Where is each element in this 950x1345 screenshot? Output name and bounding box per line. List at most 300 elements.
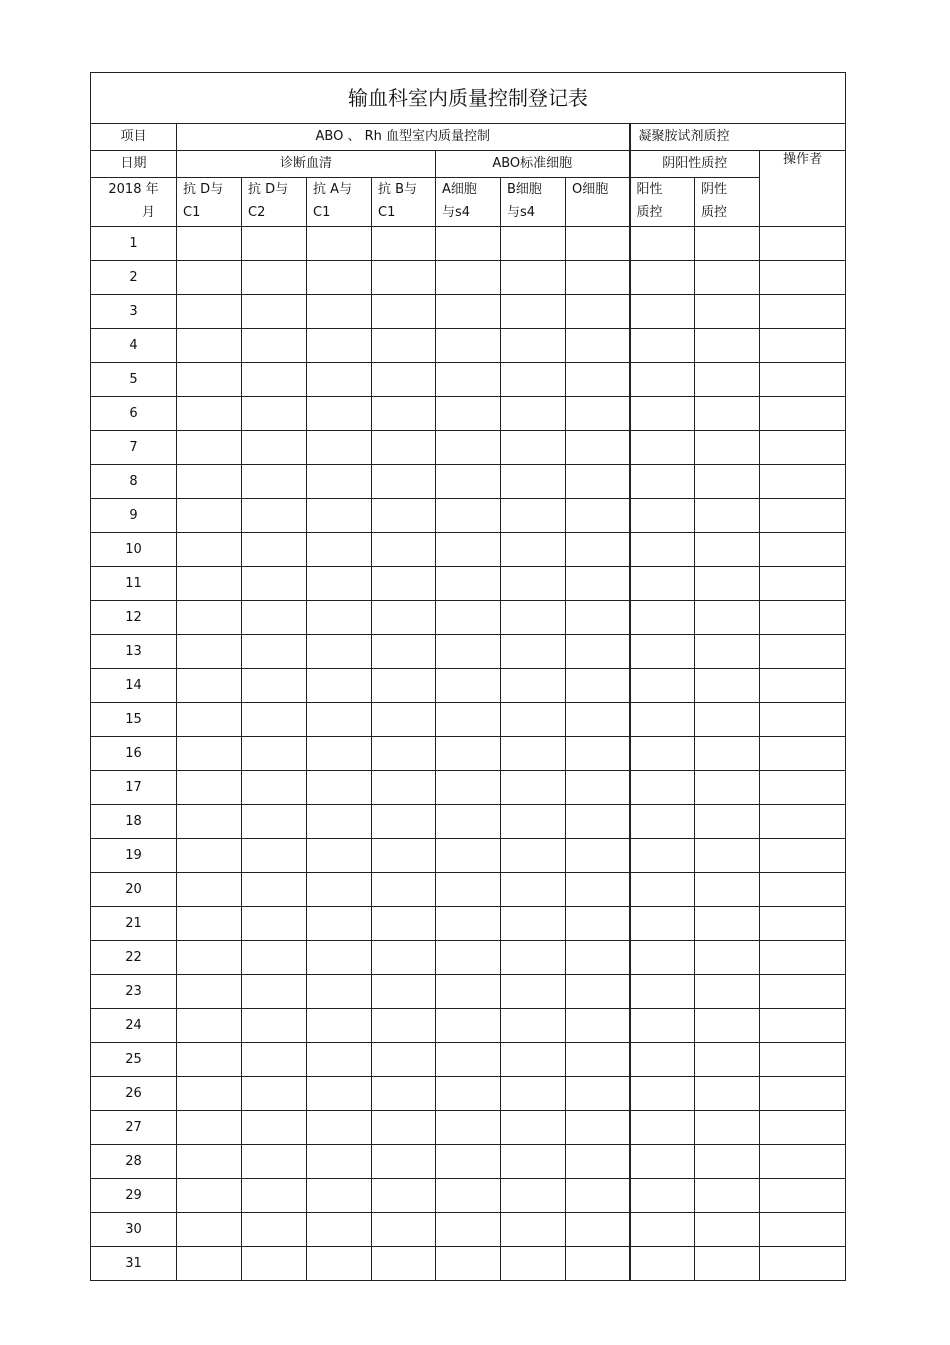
entry-cell[interactable] [501, 907, 566, 941]
entry-cell[interactable] [501, 465, 566, 499]
entry-cell[interactable] [566, 941, 630, 975]
entry-cell[interactable] [760, 261, 846, 295]
entry-cell[interactable] [372, 1111, 436, 1145]
entry-cell[interactable] [760, 941, 846, 975]
entry-cell[interactable] [566, 567, 630, 601]
entry-cell[interactable] [177, 1077, 242, 1111]
entry-cell[interactable] [760, 363, 846, 397]
entry-cell[interactable] [436, 397, 501, 431]
entry-cell[interactable] [566, 363, 630, 397]
entry-cell[interactable] [630, 1179, 695, 1213]
entry-cell[interactable] [760, 1009, 846, 1043]
entry-cell[interactable] [436, 873, 501, 907]
entry-cell[interactable] [372, 601, 436, 635]
entry-cell[interactable] [566, 839, 630, 873]
entry-cell[interactable] [566, 1145, 630, 1179]
entry-cell[interactable] [566, 295, 630, 329]
entry-cell[interactable] [695, 941, 760, 975]
entry-cell[interactable] [372, 1247, 436, 1281]
entry-cell[interactable] [501, 601, 566, 635]
entry-cell[interactable] [760, 601, 846, 635]
entry-cell[interactable] [242, 771, 307, 805]
entry-cell[interactable] [436, 533, 501, 567]
entry-cell[interactable] [307, 261, 372, 295]
entry-cell[interactable] [630, 295, 695, 329]
entry-cell[interactable] [307, 805, 372, 839]
entry-cell[interactable] [760, 703, 846, 737]
entry-cell[interactable] [436, 1111, 501, 1145]
entry-cell[interactable] [760, 737, 846, 771]
entry-cell[interactable] [242, 669, 307, 703]
entry-cell[interactable] [177, 261, 242, 295]
entry-cell[interactable] [177, 567, 242, 601]
entry-cell[interactable] [695, 227, 760, 261]
entry-cell[interactable] [307, 941, 372, 975]
entry-cell[interactable] [177, 907, 242, 941]
entry-cell[interactable] [242, 1179, 307, 1213]
entry-cell[interactable] [695, 601, 760, 635]
entry-cell[interactable] [695, 363, 760, 397]
entry-cell[interactable] [372, 907, 436, 941]
entry-cell[interactable] [436, 567, 501, 601]
entry-cell[interactable] [630, 1247, 695, 1281]
entry-cell[interactable] [760, 1247, 846, 1281]
entry-cell[interactable] [307, 601, 372, 635]
entry-cell[interactable] [242, 499, 307, 533]
entry-cell[interactable] [177, 941, 242, 975]
entry-cell[interactable] [566, 601, 630, 635]
entry-cell[interactable] [501, 227, 566, 261]
entry-cell[interactable] [177, 1145, 242, 1179]
entry-cell[interactable] [372, 839, 436, 873]
entry-cell[interactable] [630, 261, 695, 295]
entry-cell[interactable] [566, 1111, 630, 1145]
entry-cell[interactable] [372, 1043, 436, 1077]
entry-cell[interactable] [566, 533, 630, 567]
entry-cell[interactable] [177, 1179, 242, 1213]
entry-cell[interactable] [501, 499, 566, 533]
entry-cell[interactable] [566, 907, 630, 941]
entry-cell[interactable] [695, 295, 760, 329]
entry-cell[interactable] [501, 329, 566, 363]
entry-cell[interactable] [695, 703, 760, 737]
entry-cell[interactable] [760, 397, 846, 431]
entry-cell[interactable] [630, 567, 695, 601]
entry-cell[interactable] [760, 839, 846, 873]
entry-cell[interactable] [630, 907, 695, 941]
entry-cell[interactable] [695, 975, 760, 1009]
entry-cell[interactable] [307, 431, 372, 465]
entry-cell[interactable] [372, 1213, 436, 1247]
entry-cell[interactable] [436, 601, 501, 635]
entry-cell[interactable] [501, 567, 566, 601]
entry-cell[interactable] [307, 1247, 372, 1281]
entry-cell[interactable] [566, 1179, 630, 1213]
entry-cell[interactable] [695, 499, 760, 533]
entry-cell[interactable] [501, 669, 566, 703]
entry-cell[interactable] [242, 907, 307, 941]
entry-cell[interactable] [760, 329, 846, 363]
entry-cell[interactable] [177, 1043, 242, 1077]
entry-cell[interactable] [242, 635, 307, 669]
entry-cell[interactable] [436, 1009, 501, 1043]
entry-cell[interactable] [307, 907, 372, 941]
entry-cell[interactable] [436, 669, 501, 703]
entry-cell[interactable] [242, 839, 307, 873]
entry-cell[interactable] [372, 363, 436, 397]
entry-cell[interactable] [177, 975, 242, 1009]
entry-cell[interactable] [242, 567, 307, 601]
entry-cell[interactable] [177, 465, 242, 499]
entry-cell[interactable] [630, 465, 695, 499]
entry-cell[interactable] [695, 839, 760, 873]
entry-cell[interactable] [695, 1111, 760, 1145]
entry-cell[interactable] [242, 975, 307, 1009]
entry-cell[interactable] [177, 533, 242, 567]
entry-cell[interactable] [436, 1247, 501, 1281]
entry-cell[interactable] [372, 975, 436, 1009]
entry-cell[interactable] [566, 499, 630, 533]
entry-cell[interactable] [372, 873, 436, 907]
entry-cell[interactable] [630, 227, 695, 261]
entry-cell[interactable] [760, 1179, 846, 1213]
entry-cell[interactable] [695, 567, 760, 601]
entry-cell[interactable] [760, 771, 846, 805]
entry-cell[interactable] [177, 363, 242, 397]
entry-cell[interactable] [695, 261, 760, 295]
entry-cell[interactable] [372, 465, 436, 499]
entry-cell[interactable] [177, 635, 242, 669]
entry-cell[interactable] [177, 1111, 242, 1145]
entry-cell[interactable] [372, 771, 436, 805]
entry-cell[interactable] [307, 669, 372, 703]
entry-cell[interactable] [760, 465, 846, 499]
entry-cell[interactable] [630, 669, 695, 703]
entry-cell[interactable] [307, 227, 372, 261]
entry-cell[interactable] [372, 431, 436, 465]
entry-cell[interactable] [630, 1043, 695, 1077]
entry-cell[interactable] [566, 703, 630, 737]
entry-cell[interactable] [695, 1213, 760, 1247]
entry-cell[interactable] [242, 1247, 307, 1281]
entry-cell[interactable] [372, 941, 436, 975]
entry-cell[interactable] [242, 1077, 307, 1111]
entry-cell[interactable] [436, 635, 501, 669]
entry-cell[interactable] [566, 1043, 630, 1077]
entry-cell[interactable] [177, 737, 242, 771]
entry-cell[interactable] [436, 227, 501, 261]
entry-cell[interactable] [630, 873, 695, 907]
entry-cell[interactable] [760, 669, 846, 703]
entry-cell[interactable] [436, 839, 501, 873]
entry-cell[interactable] [695, 737, 760, 771]
entry-cell[interactable] [630, 1009, 695, 1043]
entry-cell[interactable] [242, 1145, 307, 1179]
entry-cell[interactable] [695, 1179, 760, 1213]
entry-cell[interactable] [630, 397, 695, 431]
entry-cell[interactable] [372, 329, 436, 363]
entry-cell[interactable] [630, 1077, 695, 1111]
entry-cell[interactable] [372, 227, 436, 261]
entry-cell[interactable] [695, 465, 760, 499]
entry-cell[interactable] [372, 295, 436, 329]
entry-cell[interactable] [630, 635, 695, 669]
entry-cell[interactable] [436, 1043, 501, 1077]
entry-cell[interactable] [372, 737, 436, 771]
entry-cell[interactable] [630, 839, 695, 873]
entry-cell[interactable] [372, 1077, 436, 1111]
entry-cell[interactable] [760, 907, 846, 941]
entry-cell[interactable] [501, 1179, 566, 1213]
entry-cell[interactable] [501, 1043, 566, 1077]
entry-cell[interactable] [372, 703, 436, 737]
entry-cell[interactable] [695, 771, 760, 805]
entry-cell[interactable] [372, 805, 436, 839]
entry-cell[interactable] [501, 703, 566, 737]
entry-cell[interactable] [242, 601, 307, 635]
entry-cell[interactable] [436, 1179, 501, 1213]
entry-cell[interactable] [566, 873, 630, 907]
entry-cell[interactable] [372, 567, 436, 601]
entry-cell[interactable] [760, 805, 846, 839]
entry-cell[interactable] [501, 1009, 566, 1043]
entry-cell[interactable] [501, 839, 566, 873]
entry-cell[interactable] [501, 635, 566, 669]
entry-cell[interactable] [177, 601, 242, 635]
entry-cell[interactable] [566, 1213, 630, 1247]
entry-cell[interactable] [242, 431, 307, 465]
entry-cell[interactable] [695, 635, 760, 669]
entry-cell[interactable] [630, 941, 695, 975]
entry-cell[interactable] [177, 295, 242, 329]
entry-cell[interactable] [372, 1145, 436, 1179]
entry-cell[interactable] [760, 567, 846, 601]
entry-cell[interactable] [307, 635, 372, 669]
entry-cell[interactable] [501, 533, 566, 567]
entry-cell[interactable] [695, 1077, 760, 1111]
entry-cell[interactable] [177, 1009, 242, 1043]
entry-cell[interactable] [436, 499, 501, 533]
entry-cell[interactable] [695, 907, 760, 941]
entry-cell[interactable] [242, 329, 307, 363]
entry-cell[interactable] [760, 1145, 846, 1179]
entry-cell[interactable] [630, 805, 695, 839]
entry-cell[interactable] [242, 397, 307, 431]
entry-cell[interactable] [630, 1213, 695, 1247]
entry-cell[interactable] [372, 533, 436, 567]
entry-cell[interactable] [177, 499, 242, 533]
entry-cell[interactable] [501, 941, 566, 975]
entry-cell[interactable] [177, 873, 242, 907]
entry-cell[interactable] [436, 737, 501, 771]
entry-cell[interactable] [177, 805, 242, 839]
entry-cell[interactable] [501, 975, 566, 1009]
entry-cell[interactable] [566, 261, 630, 295]
entry-cell[interactable] [760, 533, 846, 567]
entry-cell[interactable] [566, 1009, 630, 1043]
entry-cell[interactable] [242, 533, 307, 567]
entry-cell[interactable] [242, 1043, 307, 1077]
entry-cell[interactable] [501, 873, 566, 907]
entry-cell[interactable] [372, 499, 436, 533]
entry-cell[interactable] [307, 1009, 372, 1043]
entry-cell[interactable] [695, 431, 760, 465]
entry-cell[interactable] [501, 1111, 566, 1145]
entry-cell[interactable] [242, 1009, 307, 1043]
entry-cell[interactable] [436, 941, 501, 975]
entry-cell[interactable] [242, 873, 307, 907]
entry-cell[interactable] [695, 329, 760, 363]
entry-cell[interactable] [566, 431, 630, 465]
entry-cell[interactable] [695, 1043, 760, 1077]
entry-cell[interactable] [307, 703, 372, 737]
entry-cell[interactable] [436, 465, 501, 499]
entry-cell[interactable] [307, 1077, 372, 1111]
entry-cell[interactable] [630, 1111, 695, 1145]
entry-cell[interactable] [566, 1247, 630, 1281]
entry-cell[interactable] [436, 1077, 501, 1111]
entry-cell[interactable] [372, 635, 436, 669]
entry-cell[interactable] [307, 295, 372, 329]
entry-cell[interactable] [372, 397, 436, 431]
entry-cell[interactable] [630, 975, 695, 1009]
entry-cell[interactable] [566, 465, 630, 499]
entry-cell[interactable] [566, 397, 630, 431]
entry-cell[interactable] [242, 703, 307, 737]
entry-cell[interactable] [760, 1077, 846, 1111]
entry-cell[interactable] [177, 771, 242, 805]
entry-cell[interactable] [177, 1213, 242, 1247]
entry-cell[interactable] [242, 1111, 307, 1145]
entry-cell[interactable] [307, 737, 372, 771]
entry-cell[interactable] [307, 771, 372, 805]
entry-cell[interactable] [177, 329, 242, 363]
entry-cell[interactable] [177, 397, 242, 431]
entry-cell[interactable] [177, 669, 242, 703]
entry-cell[interactable] [307, 329, 372, 363]
entry-cell[interactable] [760, 1043, 846, 1077]
entry-cell[interactable] [307, 1213, 372, 1247]
entry-cell[interactable] [372, 1179, 436, 1213]
entry-cell[interactable] [501, 1213, 566, 1247]
entry-cell[interactable] [501, 737, 566, 771]
entry-cell[interactable] [307, 873, 372, 907]
entry-cell[interactable] [436, 363, 501, 397]
entry-cell[interactable] [372, 669, 436, 703]
entry-cell[interactable] [566, 635, 630, 669]
entry-cell[interactable] [242, 805, 307, 839]
entry-cell[interactable] [307, 839, 372, 873]
entry-cell[interactable] [760, 499, 846, 533]
entry-cell[interactable] [760, 431, 846, 465]
entry-cell[interactable] [501, 1145, 566, 1179]
entry-cell[interactable] [630, 703, 695, 737]
entry-cell[interactable] [760, 1111, 846, 1145]
entry-cell[interactable] [307, 567, 372, 601]
entry-cell[interactable] [307, 1179, 372, 1213]
entry-cell[interactable] [501, 431, 566, 465]
entry-cell[interactable] [695, 805, 760, 839]
entry-cell[interactable] [307, 1043, 372, 1077]
entry-cell[interactable] [566, 227, 630, 261]
entry-cell[interactable] [177, 431, 242, 465]
entry-cell[interactable] [307, 975, 372, 1009]
entry-cell[interactable] [695, 1247, 760, 1281]
entry-cell[interactable] [566, 669, 630, 703]
entry-cell[interactable] [436, 1213, 501, 1247]
entry-cell[interactable] [695, 1009, 760, 1043]
entry-cell[interactable] [436, 771, 501, 805]
entry-cell[interactable] [177, 839, 242, 873]
entry-cell[interactable] [760, 295, 846, 329]
entry-cell[interactable] [242, 737, 307, 771]
entry-cell[interactable] [501, 261, 566, 295]
entry-cell[interactable] [695, 1145, 760, 1179]
entry-cell[interactable] [566, 1077, 630, 1111]
entry-cell[interactable] [566, 737, 630, 771]
entry-cell[interactable] [436, 805, 501, 839]
entry-cell[interactable] [436, 975, 501, 1009]
entry-cell[interactable] [630, 533, 695, 567]
entry-cell[interactable] [436, 1145, 501, 1179]
entry-cell[interactable] [436, 907, 501, 941]
entry-cell[interactable] [760, 227, 846, 261]
entry-cell[interactable] [501, 363, 566, 397]
entry-cell[interactable] [630, 363, 695, 397]
entry-cell[interactable] [242, 363, 307, 397]
entry-cell[interactable] [242, 227, 307, 261]
entry-cell[interactable] [436, 295, 501, 329]
entry-cell[interactable] [566, 771, 630, 805]
entry-cell[interactable] [630, 771, 695, 805]
entry-cell[interactable] [630, 499, 695, 533]
entry-cell[interactable] [436, 703, 501, 737]
entry-cell[interactable] [501, 1247, 566, 1281]
entry-cell[interactable] [242, 941, 307, 975]
entry-cell[interactable] [436, 261, 501, 295]
entry-cell[interactable] [242, 1213, 307, 1247]
entry-cell[interactable] [307, 533, 372, 567]
entry-cell[interactable] [630, 431, 695, 465]
entry-cell[interactable] [501, 397, 566, 431]
entry-cell[interactable] [177, 703, 242, 737]
entry-cell[interactable] [307, 465, 372, 499]
entry-cell[interactable] [501, 771, 566, 805]
entry-cell[interactable] [760, 635, 846, 669]
entry-cell[interactable] [436, 329, 501, 363]
entry-cell[interactable] [307, 397, 372, 431]
entry-cell[interactable] [695, 669, 760, 703]
entry-cell[interactable] [307, 1111, 372, 1145]
entry-cell[interactable] [242, 295, 307, 329]
entry-cell[interactable] [307, 499, 372, 533]
entry-cell[interactable] [630, 601, 695, 635]
entry-cell[interactable] [630, 1145, 695, 1179]
entry-cell[interactable] [307, 1145, 372, 1179]
entry-cell[interactable] [695, 873, 760, 907]
entry-cell[interactable] [630, 737, 695, 771]
entry-cell[interactable] [436, 431, 501, 465]
entry-cell[interactable] [566, 329, 630, 363]
entry-cell[interactable] [307, 363, 372, 397]
entry-cell[interactable] [566, 975, 630, 1009]
entry-cell[interactable] [760, 873, 846, 907]
entry-cell[interactable] [242, 465, 307, 499]
entry-cell[interactable] [695, 533, 760, 567]
entry-cell[interactable] [501, 1077, 566, 1111]
entry-cell[interactable] [501, 295, 566, 329]
entry-cell[interactable] [501, 805, 566, 839]
